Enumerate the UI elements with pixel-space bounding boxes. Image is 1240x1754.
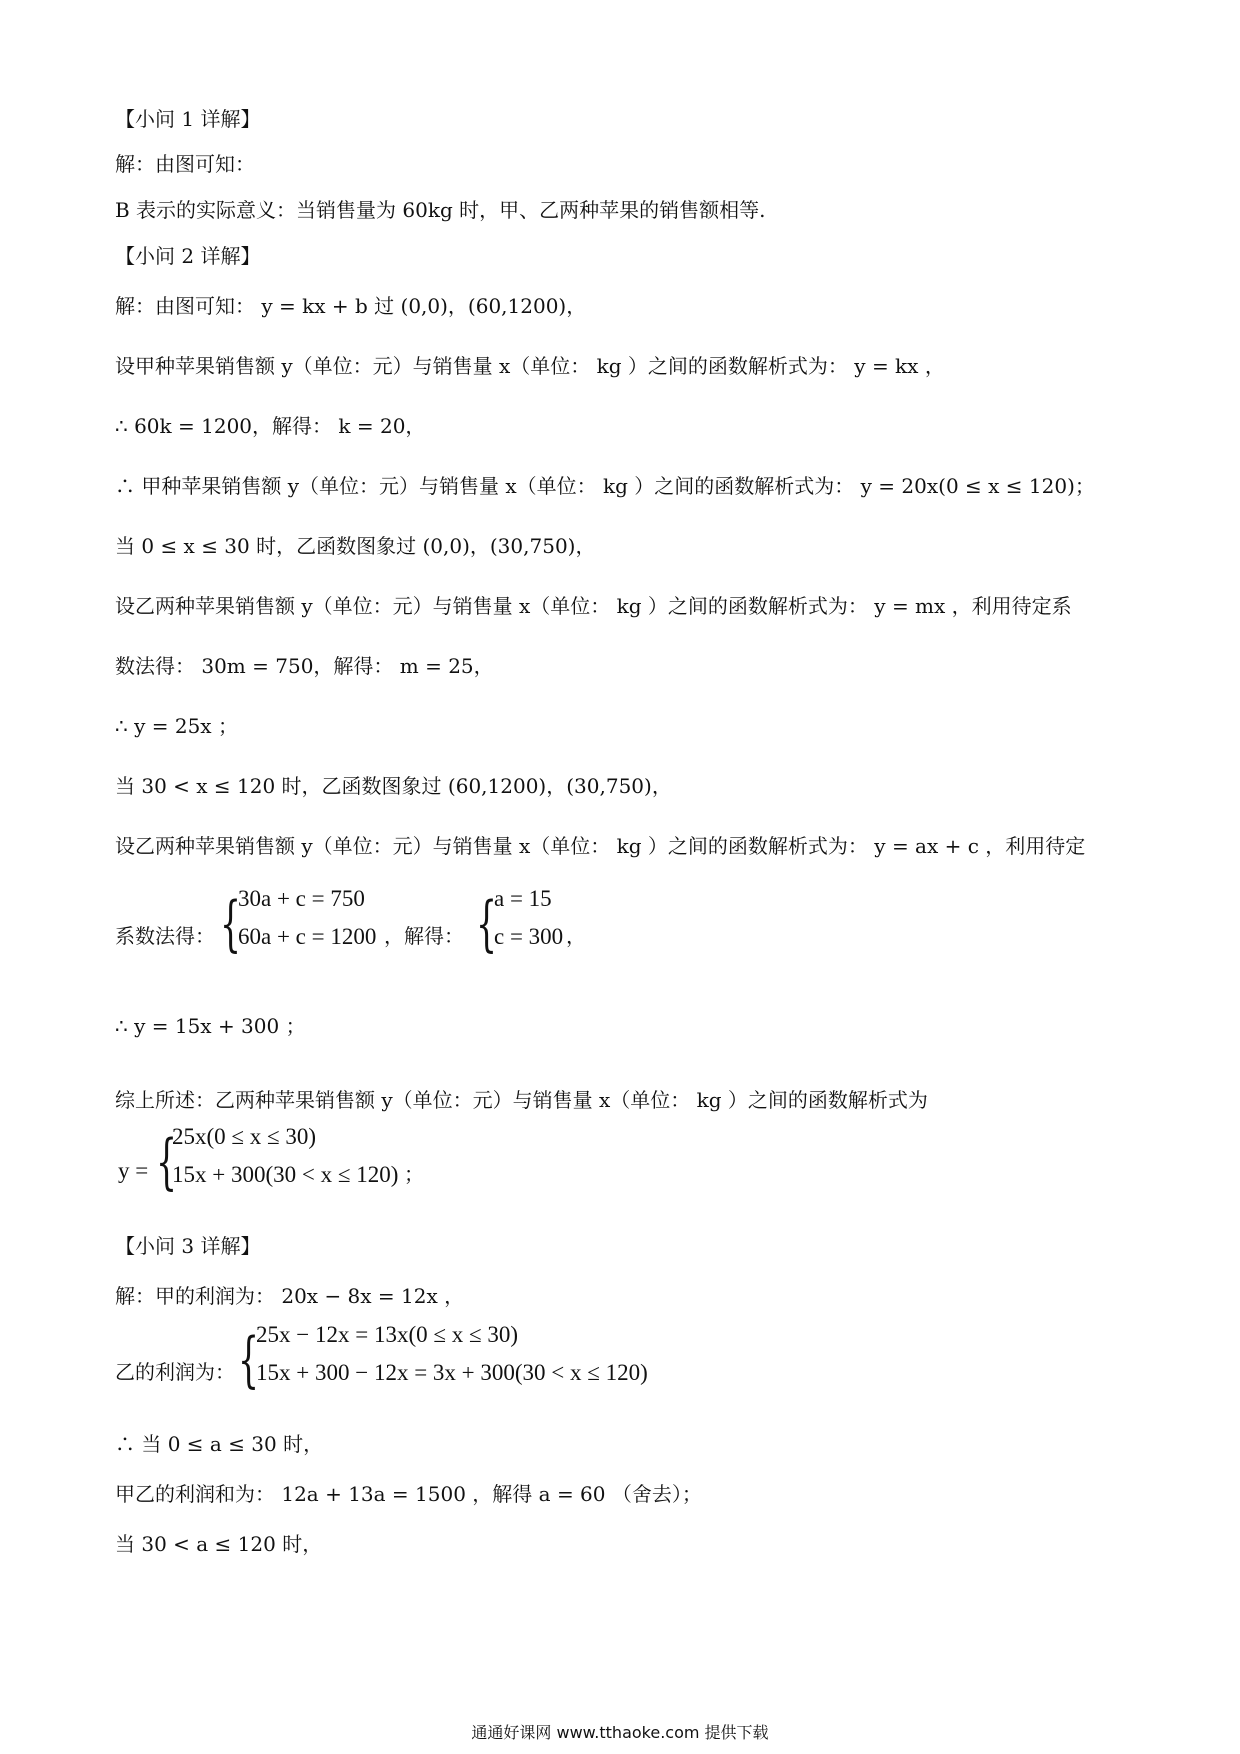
left-brace-icon: { <box>220 889 242 959</box>
q2-line-13: 综上所述：乙两种苹果销售额 y（单位：元）与销售量 x（单位： kg ）之间的函数解析式为 <box>115 1088 928 1112</box>
q2-line-8: ∴ y = 25x ； <box>115 714 238 738</box>
q2-line-3: ∴ 60k = 1200，解得： k = 20， <box>115 414 426 438</box>
q2-line-5: 当 0 ≤ x ≤ 30 时，乙函数图象过 (0,0)，(30,750)， <box>115 534 596 558</box>
system2-row1: a = 15 <box>494 886 552 911</box>
q2-system-mid: ，解得： <box>384 924 464 948</box>
q3-profit-row1: 25x − 12x = 13x(0 ≤ x ≤ 30) <box>256 1322 519 1347</box>
q3-line-5: 当 30 < a ≤ 120 时， <box>115 1532 323 1556</box>
q2-system-end: ， <box>566 924 586 948</box>
q2-line-1: 解：由图可知： y = kx + b 过 (0,0)，(60,1200)， <box>115 294 587 318</box>
left-brace-icon: { <box>238 1325 260 1395</box>
left-brace-icon: { <box>476 889 498 959</box>
q1-line-2: B 表示的实际意义：当销售量为 60kg 时，甲、乙两种苹果的销售额相等. <box>115 198 766 222</box>
q3-line-1: 解：甲的利润为： 20x − 8x = 12x ， <box>115 1284 465 1308</box>
system1-row2: 60a + c = 1200 <box>238 924 377 949</box>
section-header-q2: 【小问 2 详解】 <box>115 244 261 268</box>
q3-profit-row2: 15x + 300 − 12x = 3x + 300(30 < x ≤ 120) <box>256 1360 648 1385</box>
footer-source: 通通好课网 www.tthaoke.com 提供下载 <box>471 1723 769 1742</box>
q2-system-prefix: 系数法得： <box>115 924 215 948</box>
q3-line-3: ∴ 当 0 ≤ a ≤ 30 时， <box>115 1432 324 1456</box>
q2-line-4: ∴ 甲种苹果销售额 y（单位：元）与销售量 x（单位： kg ）之间的函数解析式为： y = 20x(0 ≤ x ≤ 120)； <box>115 474 1095 498</box>
q2-line-6: 设乙两种苹果销售额 y（单位：元）与销售量 x（单位： kg ）之间的函数解析式为： y = mx ，利用待定系 <box>115 594 1072 618</box>
piecewise-end: ； <box>404 1162 424 1186</box>
system1-row1: 30a + c = 750 <box>238 886 365 911</box>
q2-line-2: 设甲种苹果销售额 y（单位：元）与销售量 x（单位： kg ）之间的函数解析式为： y = kx ， <box>115 354 945 378</box>
q3-line-4: 甲乙的利润和为： 12a + 13a = 1500 ，解得 a = 60 （舍去）； <box>115 1482 702 1506</box>
q1-line-1: 解：由图可知： <box>115 152 255 176</box>
system2-row2: c = 300 <box>494 924 564 949</box>
q3-profit-prefix: 乙的利润为： <box>115 1360 235 1384</box>
left-brace-icon: { <box>156 1127 178 1197</box>
piecewise-row1: 25x(0 ≤ x ≤ 30) <box>172 1124 317 1149</box>
q2-line-7: 数法得： 30m = 750，解得： m = 25， <box>115 654 494 678</box>
q2-line-12: ∴ y = 15x + 300 ； <box>115 1014 306 1038</box>
q2-line-10: 设乙两种苹果销售额 y（单位：元）与销售量 x（单位： kg ）之间的函数解析式为： y = ax + c ，利用待定 <box>115 834 1086 858</box>
section-header-q1: 【小问 1 详解】 <box>115 107 261 131</box>
section-header-q3: 【小问 3 详解】 <box>115 1234 261 1258</box>
piecewise-prefix: y = <box>118 1158 149 1183</box>
q2-line-9: 当 30 < x ≤ 120 时，乙函数图象过 (60,1200)，(30,750)， <box>115 774 672 798</box>
piecewise-row2: 15x + 300(30 < x ≤ 120) <box>172 1162 399 1187</box>
